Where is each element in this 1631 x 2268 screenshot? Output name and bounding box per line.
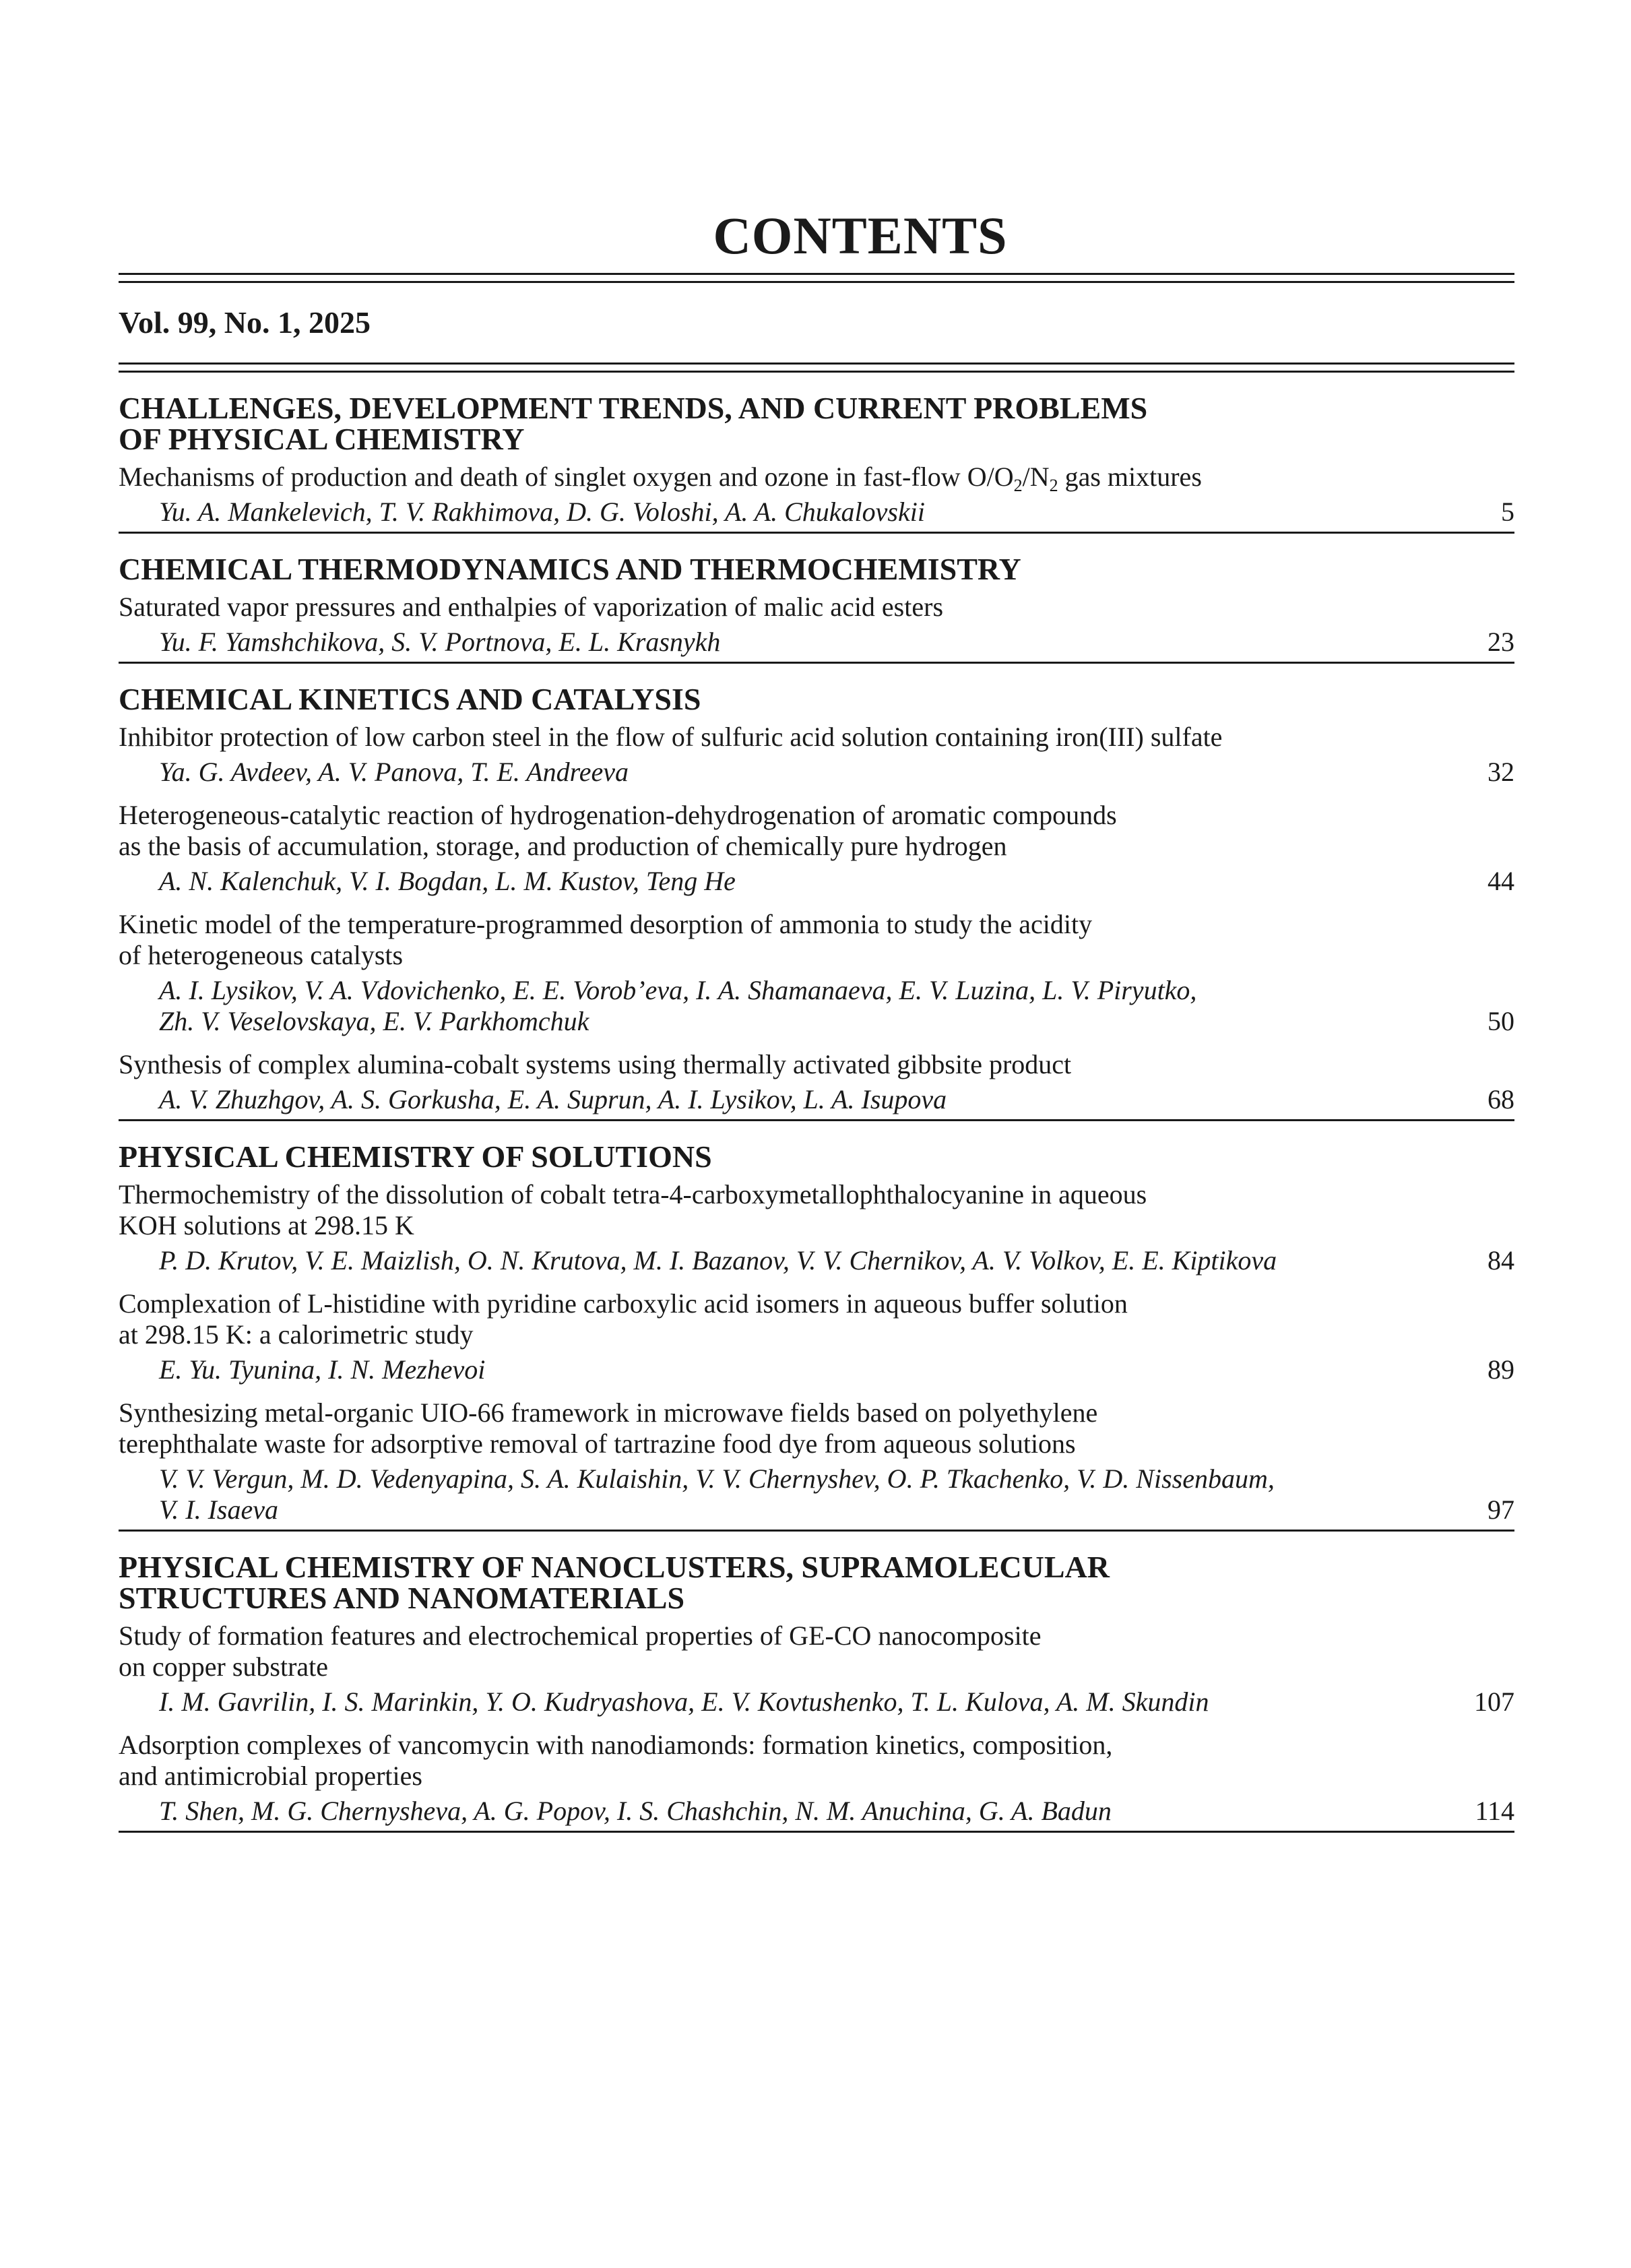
text-line: A. V. Zhuzhgov, A. S. Gorkusha, E. A. Suprun, A. I. Lysikov, L. A. Isupova	[159, 1084, 947, 1114]
section-title	[119, 1141, 1318, 1172]
article-authors	[119, 1084, 1454, 1115]
article-title[interactable]	[119, 1049, 1452, 1080]
article-list	[119, 1179, 1514, 1525]
toc-entry[interactable]	[119, 462, 1514, 528]
article-list	[119, 462, 1514, 528]
authors-row	[119, 975, 1514, 1037]
page-number[interactable]: 23	[1488, 627, 1514, 657]
page-number[interactable]: 97	[1488, 1494, 1514, 1525]
text-line: of heterogeneous catalysts	[119, 940, 404, 970]
toc-entry[interactable]	[119, 1620, 1514, 1718]
text-line: Synthesizing metal-organic UIO-66 framework in microwave fields based on polyethylene	[119, 1397, 1098, 1428]
text-line: A. N. Kalenchuk, V. I. Bogdan, L. M. Kustov, Teng He	[159, 866, 736, 896]
article-title[interactable]	[119, 462, 1452, 493]
toc-entry[interactable]	[119, 800, 1514, 897]
section-title	[119, 393, 1318, 455]
subscript: 2	[1049, 476, 1058, 495]
text-line: terephthalate waste for adsorptive removal of tartrazine food dye from aqueous solutions	[119, 1428, 1076, 1459]
article-authors	[119, 975, 1454, 1037]
text-line: I. M. Gavrilin, I. S. Marinkin, Y. O. Kudryashova, E. V. Kovtushenko, T. L. Kulova, A. M. Skundin	[159, 1687, 1209, 1717]
section-title	[119, 684, 1318, 715]
contents-page	[119, 202, 1514, 1833]
toc-entry[interactable]	[119, 722, 1514, 788]
authors-row	[119, 497, 1514, 528]
text-line: and antimicrobial properties	[119, 1761, 422, 1791]
page-number[interactable]: 89	[1488, 1354, 1514, 1385]
text-line: Study of formation features and electrochemical properties of GE-CO nanocomposite	[119, 1620, 1042, 1651]
toc-section	[119, 1532, 1514, 1833]
text-line: STRUCTURES AND NANOMATERIALS	[119, 1581, 685, 1615]
article-list	[119, 722, 1514, 1115]
toc-section	[119, 373, 1514, 534]
text-line: V. V. Vergun, M. D. Vedenyapina, S. A. Kulaishin, V. V. Chernyshev, O. P. Tkachenko, V. D. Nissenbaum,	[159, 1463, 1275, 1494]
text-line: as the basis of accumulation, storage, and production of chemically pure hydrogen	[119, 831, 1007, 861]
authors-row	[119, 1687, 1514, 1718]
page-number[interactable]: 44	[1488, 866, 1514, 896]
text-line: P. D. Krutov, V. E. Maizlish, O. N. Krutova, M. I. Bazanov, V. V. Chernikov, A. V. Volkov, E. E. Kiptikova	[159, 1245, 1277, 1275]
page-number[interactable]: 68	[1488, 1084, 1514, 1114]
text-line: Saturated vapor pressures and enthalpies of vaporization of malic acid esters	[119, 592, 944, 622]
article-list	[119, 1620, 1514, 1827]
text-line: Zh. V. Veselovskaya, E. V. Parkhomchuk	[159, 1006, 589, 1036]
page-number[interactable]: 84	[1488, 1245, 1514, 1275]
authors-row	[119, 627, 1514, 658]
text-line: Complexation of L-histidine with pyridine carboxylic acid isomers in aqueous buffer solution	[119, 1288, 1128, 1319]
text-line: Kinetic model of the temperature-programmed desorption of ammonia to study the acidity	[119, 909, 1093, 939]
article-title[interactable]	[119, 722, 1452, 753]
sections-list	[119, 373, 1514, 1833]
page-number[interactable]: 5	[1501, 497, 1514, 527]
page-title: CONTENTS	[713, 206, 1008, 265]
text-line: PHYSICAL CHEMISTRY OF SOLUTIONS	[119, 1139, 712, 1174]
text-line: at 298.15 K: a calorimetric study	[119, 1319, 474, 1350]
page-number[interactable]: 50	[1488, 1006, 1514, 1036]
article-authors	[119, 497, 1454, 528]
article-authors	[119, 1245, 1454, 1276]
text-line: KOH solutions at 298.15 K	[119, 1210, 414, 1240]
authors-row	[119, 1245, 1514, 1276]
article-authors	[119, 1463, 1454, 1525]
text-line: Inhibitor protection of low carbon steel in the flow of sulfuric acid solution containing iron(III) sulfate	[119, 722, 1223, 752]
toc-entry[interactable]	[119, 1179, 1514, 1276]
text-line: Yu. A. Mankelevich, T. V. Rakhimova, D. G. Voloshi, A. A. Chukalovskii	[159, 497, 925, 527]
text-line: PHYSICAL CHEMISTRY OF NANOCLUSTERS, SUPRAMOLECULAR	[119, 1550, 1110, 1584]
article-authors	[119, 757, 1454, 788]
article-authors	[119, 1687, 1454, 1718]
page-number[interactable]: 114	[1475, 1796, 1514, 1826]
text-line: on copper substrate	[119, 1651, 329, 1682]
toc-section	[119, 664, 1514, 1121]
title-fragment: gas mixtures	[1058, 462, 1202, 492]
section-title	[119, 1552, 1318, 1614]
article-title[interactable]	[119, 1730, 1452, 1792]
text-line: Ya. G. Avdeev, A. V. Panova, T. E. Andreeva	[159, 757, 629, 787]
authors-row	[119, 866, 1514, 897]
article-list	[119, 592, 1514, 658]
subscript: 2	[1013, 476, 1023, 495]
title-double-rule	[119, 273, 1514, 283]
article-authors	[119, 1796, 1454, 1827]
text-line: CHEMICAL KINETICS AND CATALYSIS	[119, 682, 701, 716]
text-line: E. Yu. Tyunina, I. N. Mezhevoi	[159, 1354, 486, 1385]
text-line: V. I. Isaeva	[159, 1494, 278, 1525]
title-fragment: /N	[1022, 462, 1050, 492]
text-line	[119, 462, 1452, 493]
toc-entry[interactable]	[119, 909, 1514, 1037]
text-line: Synthesis of complex alumina-cobalt systems using thermally activated gibbsite product	[119, 1049, 1072, 1079]
text-line: OF PHYSICAL CHEMISTRY	[119, 422, 525, 456]
toc-entry[interactable]	[119, 1730, 1514, 1827]
authors-row	[119, 757, 1514, 788]
toc-entry[interactable]	[119, 592, 1514, 658]
authors-row	[119, 1796, 1514, 1827]
article-title[interactable]	[119, 909, 1452, 971]
toc-section	[119, 534, 1514, 664]
authors-row	[119, 1084, 1514, 1115]
article-title[interactable]	[119, 1397, 1452, 1459]
title-fragment: Mechanisms of production and death of singlet oxygen and ozone in fast-flow O/O	[119, 462, 1014, 492]
toc-entry[interactable]	[119, 1288, 1514, 1385]
text-line: Thermochemistry of the dissolution of cobalt tetra-4-carboxymetallophthalocyanine in aqueous	[119, 1179, 1147, 1209]
article-title[interactable]	[119, 1179, 1452, 1241]
issue-label: Vol. 99, No. 1, 2025	[119, 305, 371, 340]
article-authors	[119, 866, 1454, 897]
text-line: CHEMICAL THERMODYNAMICS AND THERMOCHEMISTRY	[119, 552, 1021, 586]
issue-double-rule	[119, 363, 1514, 373]
article-title[interactable]	[119, 592, 1452, 623]
page-number[interactable]: 32	[1488, 757, 1514, 787]
text-line: CHALLENGES, DEVELOPMENT TRENDS, AND CURRENT PROBLEMS	[119, 391, 1148, 425]
text-line: Yu. F. Yamshchikova, S. V. Portnova, E. L. Krasnykh	[159, 627, 721, 657]
article-title[interactable]	[119, 1620, 1452, 1682]
authors-row	[119, 1463, 1514, 1525]
section-title	[119, 554, 1318, 585]
authors-row	[119, 1354, 1514, 1385]
toc-entry[interactable]	[119, 1049, 1514, 1115]
text-line: T. Shen, M. G. Chernysheva, A. G. Popov, I. S. Chashchin, N. M. Anuchina, G. A. Badun	[159, 1796, 1112, 1826]
text-line: Adsorption complexes of vancomycin with nanodiamonds: formation kinetics, composition,	[119, 1730, 1113, 1760]
article-title[interactable]	[119, 1288, 1452, 1350]
toc-entry[interactable]	[119, 1397, 1514, 1525]
text-line: A. I. Lysikov, V. A. Vdovichenko, E. E. Vorob’eva, I. A. Shamanaeva, E. V. Luzina, L. V. Piryutko,	[159, 975, 1197, 1005]
text-line: Heterogeneous-catalytic reaction of hydrogenation-dehydrogenation of aromatic compounds	[119, 800, 1117, 830]
article-authors	[119, 1354, 1454, 1385]
article-authors	[119, 627, 1454, 658]
article-title[interactable]	[119, 800, 1452, 862]
toc-section	[119, 1121, 1514, 1532]
page-number[interactable]: 107	[1474, 1687, 1514, 1717]
